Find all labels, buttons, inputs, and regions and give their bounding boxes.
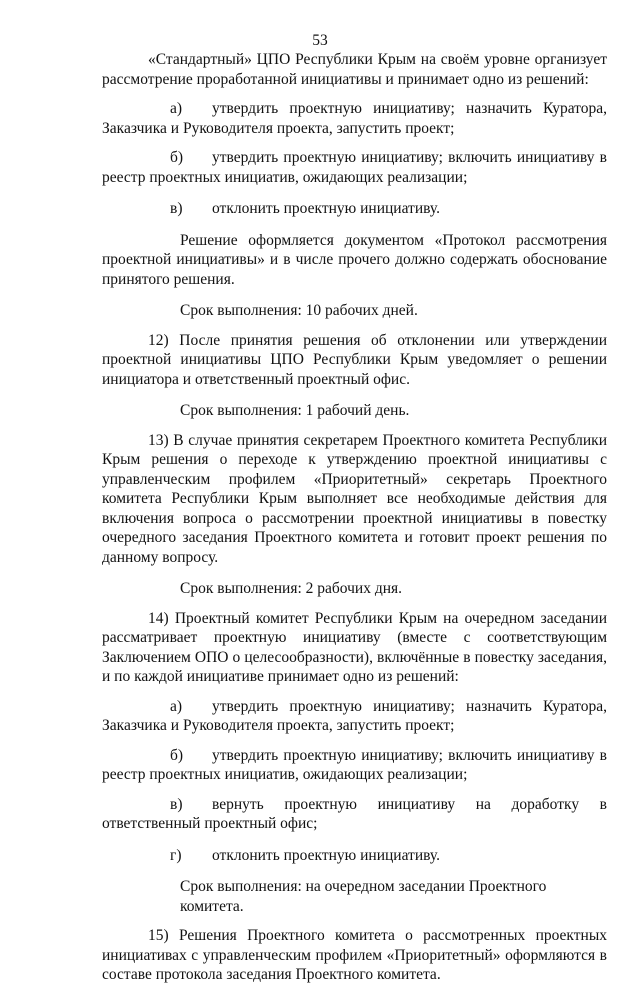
item-marker: а) — [170, 100, 183, 117]
document-body — [102, 50, 607, 985]
decision-item-c — [102, 795, 607, 834]
item-text: утвердить проектную инициативу; назначить Куратора, Заказчика и Руководителя проекта, запустить проект; — [102, 697, 607, 734]
deadline-text: Срок выполнения: 2 рабочих дня. — [180, 580, 403, 597]
item-marker: б) — [170, 149, 184, 166]
item-text: утвердить проектную инициативу; включить инициативу в реестр проектных инициатив, ожидающих реализации; — [102, 149, 607, 186]
page-number: 53 — [312, 32, 328, 49]
decision-item-a — [102, 697, 607, 736]
intro-paragraph: «Стандартный» ЦПО Республики Крым на своём уровне организует рассмотрение проработанной инициативы и принимает одно из решений: — [102, 51, 607, 88]
decision-item-a — [102, 99, 607, 138]
item-text: утвердить проектную инициативу; включить инициативу в реестр проектных инициатив, ожидающих реализации; — [102, 746, 607, 783]
deadline-text: Срок выполнения: на очередном заседании Проектного комитета. — [180, 878, 547, 915]
paragraph-12: 12) После принятия решения об отклонении или утверждении проектной инициативы ЦПО Республики Крым уведомляет о решении инициатора и ответственный проектный офис. — [102, 331, 607, 388]
item-text: утвердить проектную инициативу; назначить Куратора, Заказчика и Руководителя проекта, запустить проект; — [102, 100, 607, 137]
paragraph-15: 15) Решения Проектного комитета о рассмотренных проектных инициативах с управленческим профилем «Приоритетный» оформляются в составе протокола заседания Проектного комитета. — [102, 927, 607, 983]
item-text: вернуть проектную инициативу на доработку в ответственный проектный офис; — [102, 795, 607, 832]
item-text: отклонить проектную инициативу. — [212, 846, 440, 864]
deadline-text: Срок выполнения: 1 рабочий день. — [180, 402, 410, 419]
item-text: отклонить проектную инициативу. — [212, 200, 440, 217]
item-marker: б) — [170, 746, 184, 764]
item-marker: а) — [170, 697, 183, 715]
deadline-text: Срок выполнения: 10 рабочих дней. — [180, 302, 418, 319]
decision-item-b — [102, 746, 607, 785]
item-marker: в) — [170, 795, 183, 813]
decision-item-b — [102, 148, 607, 187]
decision-document-paragraph: Решение оформляется документом «Протокол рассмотрения проектной инициативы» и в числе прочего должно содержать обоснование принятого решения. — [102, 231, 607, 288]
item-marker: в) — [170, 200, 183, 217]
item-marker: г) — [170, 846, 182, 864]
paragraph-13: 13) В случае принятия секретарем Проектного комитета Республики Крым решения о переходе к утверждению проектной инициативы с управленческим профилем «Приоритетный» секретарь Проектного комитета Республики Крым выполняет все необходимые действия для включения вопроса о рассмотрении проектной инициативы в повестку очередного заседания Проектного комитета и готовит проект решения по данному вопросу. — [102, 431, 607, 566]
decision-item-d — [102, 846, 607, 866]
decision-item-c — [102, 199, 607, 219]
paragraph-14: 14) Проектный комитет Республики Крым на очередном заседании рассматривает проектную инициативу (вместе с соответствующим Заключением ОПО о целесообразности), включённые в повестку заседания, и по каждой инициативе принимает одно из решений: — [102, 609, 607, 685]
